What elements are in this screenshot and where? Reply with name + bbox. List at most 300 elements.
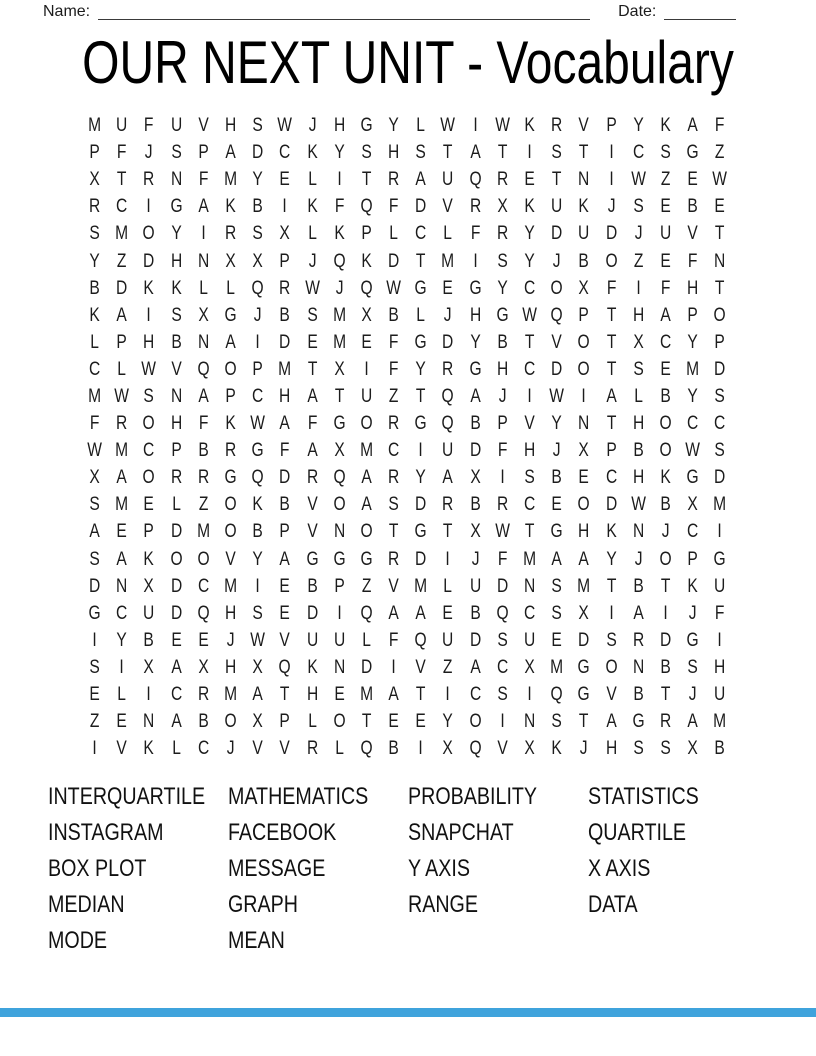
grid-letter: Q — [360, 196, 373, 218]
grid-letter: B — [279, 304, 291, 326]
grid-letter: D — [252, 142, 264, 164]
grid-letter: G — [577, 656, 591, 678]
grid-letter: U — [714, 684, 726, 706]
grid-letter: A — [361, 467, 372, 489]
grid-letter: U — [306, 629, 318, 651]
grid-letter: Y — [442, 711, 454, 733]
grid-letter: T — [361, 711, 372, 733]
grid-letter: J — [308, 115, 316, 137]
grid-letter: H — [714, 656, 726, 678]
grid-letter: U — [551, 196, 563, 218]
word-list-item: MESSAGE — [228, 855, 326, 882]
grid-letter: I — [663, 602, 668, 624]
grid-letter: X — [252, 250, 263, 272]
word-list-item: QUARTILE — [588, 819, 687, 846]
grid-letter: M — [713, 494, 727, 516]
grid-letter: I — [146, 684, 152, 706]
grid-letter: C — [523, 277, 536, 299]
grid-letter: D — [469, 440, 481, 462]
grid-letter: X — [89, 467, 100, 489]
grid-letter: U — [442, 169, 454, 191]
grid-letter: U — [578, 223, 590, 245]
grid-letter: V — [687, 223, 698, 245]
grid-letter: K — [225, 196, 236, 218]
grid-letter: C — [116, 602, 128, 624]
grid-letter: P — [334, 575, 345, 597]
grid-letter: L — [307, 169, 317, 191]
grid-letter: N — [632, 656, 644, 678]
word-grid — [81, 112, 734, 762]
grid-letter: K — [361, 250, 372, 272]
grid-letter: V — [225, 548, 236, 570]
grid-letter: I — [473, 250, 478, 272]
grid-letter: C — [632, 142, 644, 164]
grid-letter: P — [497, 413, 508, 435]
grid-letter: B — [252, 196, 263, 218]
grid-letter: F — [497, 548, 508, 570]
grid-letter: K — [578, 196, 590, 218]
grid-letter: H — [496, 358, 509, 380]
grid-letter: X — [524, 656, 535, 678]
grid-letter: K — [306, 196, 318, 218]
grid-letter: D — [415, 196, 427, 218]
grid-letter: D — [659, 629, 672, 651]
grid-letter: M — [359, 684, 373, 706]
grid-letter: A — [687, 711, 698, 733]
grid-letter: X — [143, 656, 155, 678]
grid-letter: N — [578, 413, 590, 435]
grid-letter: X — [225, 250, 236, 272]
grid-letter: R — [116, 413, 128, 435]
grid-letter: S — [306, 304, 318, 326]
grid-letter: O — [469, 711, 482, 733]
grid-letter: E — [714, 196, 726, 218]
grid-letter: M — [115, 440, 129, 462]
grid-letter: B — [388, 738, 399, 760]
grid-letter: E — [334, 684, 345, 706]
grid-letter: B — [687, 196, 698, 218]
grid-letter: C — [279, 142, 291, 164]
grid-letter: D — [360, 656, 373, 678]
grid-letter: V — [306, 521, 318, 543]
grid-letter: Y — [388, 115, 399, 137]
grid-letter: S — [605, 629, 617, 651]
grid-letter: O — [142, 413, 156, 435]
grid-letter: O — [360, 413, 373, 435]
grid-letter: D — [605, 223, 617, 245]
grid-letter: S — [89, 494, 100, 516]
grid-letter: I — [608, 169, 614, 191]
grid-letter: O — [659, 413, 672, 435]
grid-letter: B — [306, 575, 318, 597]
grid-letter: A — [660, 304, 671, 326]
grid-letter: I — [391, 656, 396, 678]
word-list-item: FACEBOOK — [228, 819, 337, 846]
grid-letter: M — [115, 494, 129, 516]
grid-letter: A — [170, 656, 182, 678]
grid-letter: K — [334, 223, 345, 245]
grid-letter: D — [306, 602, 318, 624]
grid-letter: G — [224, 467, 237, 489]
grid-letter: O — [142, 223, 156, 245]
grid-letter: V — [524, 413, 535, 435]
grid-letter: K — [89, 304, 100, 326]
grid-letter: X — [334, 440, 345, 462]
grid-letter: X — [252, 656, 263, 678]
grid-letter: E — [388, 711, 399, 733]
grid-letter: H — [523, 440, 536, 462]
grid-letter: C — [523, 602, 536, 624]
grid-letter: G — [469, 277, 482, 299]
grid-letter: D — [551, 358, 563, 380]
grid-letter: K — [524, 196, 535, 218]
grid-letter: X — [470, 467, 481, 489]
grid-letter: U — [360, 385, 373, 407]
grid-letter: R — [469, 196, 481, 218]
grid-letter: S — [252, 223, 263, 245]
grid-letter: R — [496, 494, 509, 516]
grid-letter: R — [442, 358, 454, 380]
grid-letter: R — [197, 467, 209, 489]
grid-letter: A — [605, 385, 617, 407]
grid-letter: S — [170, 142, 182, 164]
grid-letter: N — [116, 575, 128, 597]
word-list-column — [408, 779, 588, 959]
grid-letter: M — [713, 711, 727, 733]
grid-letter: A — [551, 548, 562, 570]
grid-letter: B — [170, 331, 182, 353]
grid-letter: G — [713, 548, 726, 570]
grid-letter: Q — [550, 684, 563, 706]
grid-letter: Q — [197, 358, 210, 380]
grid-letter: S — [660, 142, 671, 164]
grid-letter: B — [279, 494, 291, 516]
grid-letter: V — [306, 494, 318, 516]
grid-letter: O — [224, 521, 237, 543]
grid-letter: W — [277, 115, 293, 137]
grid-letter: F — [280, 440, 290, 462]
grid-letter: K — [524, 115, 535, 137]
grid-letter: C — [170, 684, 182, 706]
grid-letter: Z — [89, 711, 100, 733]
grid-letter: K — [225, 413, 236, 435]
grid-letter: M — [88, 115, 102, 137]
grid-letter: X — [143, 575, 155, 597]
grid-letter: E — [578, 467, 590, 489]
grid-letter: F — [89, 413, 100, 435]
grid-letter: T — [497, 142, 508, 164]
grid-letter: I — [636, 277, 641, 299]
grid-letter: R — [551, 115, 563, 137]
grid-letter: S — [714, 385, 726, 407]
grid-letter: L — [443, 575, 453, 597]
grid-letter: D — [578, 629, 590, 651]
grid-letter: N — [523, 575, 536, 597]
grid-letter: O — [224, 711, 237, 733]
word-list-item: SNAPCHAT — [408, 819, 514, 846]
grid-letter: A — [279, 413, 291, 435]
grid-letter: L — [416, 304, 426, 326]
grid-letter: F — [388, 196, 399, 218]
grid-letter: I — [337, 169, 342, 191]
grid-letter: P — [361, 223, 372, 245]
grid-letter: O — [333, 711, 346, 733]
grid-letter: J — [226, 738, 235, 760]
grid-letter: A — [442, 467, 454, 489]
grid-letter: W — [685, 440, 701, 462]
grid-letter: R — [388, 169, 400, 191]
grid-letter: T — [388, 521, 399, 543]
grid-letter: B — [660, 385, 671, 407]
grid-letter: Q — [496, 602, 509, 624]
word-list-item: MATHEMATICS — [228, 783, 369, 810]
header — [43, 3, 740, 21]
grid-letter: G — [251, 440, 264, 462]
grid-letter: U — [523, 629, 536, 651]
word-list-item: PROBABILITY — [408, 783, 538, 810]
grid-letter: B — [198, 440, 209, 462]
grid-letter: K — [687, 575, 698, 597]
grid-letter: H — [143, 331, 155, 353]
grid-letter: T — [117, 169, 127, 191]
grid-letter: X — [578, 277, 590, 299]
grid-letter: T — [606, 575, 616, 597]
word-list-item: STATISTICS — [588, 783, 699, 810]
grid-letter: M — [332, 304, 346, 326]
word-list-item: X AXIS — [588, 855, 651, 882]
grid-letter: H — [306, 684, 318, 706]
grid-letter: I — [92, 738, 97, 760]
grid-letter: Z — [443, 656, 453, 678]
grid-letter: K — [252, 494, 263, 516]
grid-letter: P — [605, 440, 617, 462]
grid-letter: S — [497, 250, 508, 272]
grid-letter: N — [143, 711, 155, 733]
grid-letter: X — [198, 656, 209, 678]
grid-letter: S — [551, 602, 562, 624]
grid-letter: Y — [334, 142, 345, 164]
grid-letter: A — [388, 602, 399, 624]
grid-letter: J — [688, 684, 697, 706]
grid-letter: N — [523, 711, 536, 733]
grid-letter: A — [116, 467, 127, 489]
grid-letter: H — [605, 738, 617, 760]
grid-letter: X — [198, 304, 209, 326]
grid-letter: K — [143, 738, 155, 760]
grid-letter: C — [116, 196, 128, 218]
grid-letter: Q — [278, 656, 291, 678]
grid-letter: W — [114, 385, 130, 407]
grid-letter: C — [143, 440, 155, 462]
grid-letter: B — [660, 494, 671, 516]
grid-letter: W — [712, 169, 728, 191]
grid-letter: H — [170, 413, 182, 435]
grid-letter: Y — [170, 223, 182, 245]
grid-letter: S — [252, 602, 263, 624]
grid-letter: C — [388, 440, 400, 462]
grid-letter: O — [333, 494, 346, 516]
grid-letter: H — [170, 250, 182, 272]
word-list-item: Y AXIS — [408, 855, 470, 882]
grid-letter: B — [470, 413, 481, 435]
grid-letter: W — [440, 115, 456, 137]
grid-letter: N — [197, 331, 209, 353]
grid-letter: H — [469, 304, 481, 326]
grid-letter: X — [687, 738, 698, 760]
word-list-item: BOX PLOT — [48, 855, 147, 882]
grid-letter: V — [198, 115, 209, 137]
grid-letter: J — [226, 629, 235, 651]
grid-letter: S — [361, 142, 372, 164]
grid-letter: Y — [524, 223, 535, 245]
grid-letter: T — [443, 142, 453, 164]
grid-letter: E — [442, 277, 454, 299]
grid-letter: D — [714, 467, 726, 489]
grid-letter: W — [630, 169, 646, 191]
grid-letter: G — [686, 629, 699, 651]
grid-letter: G — [414, 331, 427, 353]
grid-letter: I — [527, 142, 532, 164]
grid-letter: R — [143, 169, 155, 191]
grid-letter: Q — [550, 304, 563, 326]
grid-letter: L — [416, 115, 426, 137]
grid-letter: C — [252, 385, 264, 407]
grid-letter: E — [361, 331, 372, 353]
grid-letter: A — [605, 711, 617, 733]
grid-letter: P — [605, 115, 617, 137]
word-list-item: DATA — [588, 891, 638, 918]
grid-letter: D — [170, 575, 182, 597]
grid-letter: L — [90, 331, 99, 353]
word-list-item: INTERQUARTILE — [48, 783, 206, 810]
grid-letter: D — [469, 629, 481, 651]
word-list-column — [48, 779, 228, 959]
grid-letter: P — [89, 142, 100, 164]
grid-letter: S — [252, 115, 263, 137]
word-list — [48, 779, 788, 959]
footer-accent-bar — [0, 1008, 816, 1017]
grid-letter: S — [687, 656, 698, 678]
grid-letter: A — [170, 711, 182, 733]
grid-letter: C — [714, 413, 726, 435]
grid-letter: O — [360, 521, 373, 543]
grid-letter: X — [279, 223, 291, 245]
grid-letter: Q — [360, 277, 373, 299]
grid-letter: R — [442, 494, 454, 516]
grid-letter: F — [198, 169, 209, 191]
grid-letter: S — [714, 440, 726, 462]
grid-letter: Y — [116, 629, 127, 651]
grid-letter: T — [416, 250, 426, 272]
grid-letter: I — [581, 385, 587, 407]
grid-letter: Y — [605, 548, 617, 570]
grid-letter: W — [386, 277, 402, 299]
grid-letter: L — [389, 223, 398, 245]
grid-letter: J — [634, 223, 643, 245]
grid-letter: R — [88, 196, 101, 218]
grid-letter: X — [497, 196, 508, 218]
grid-letter: L — [199, 277, 208, 299]
grid-letter: X — [334, 358, 345, 380]
grid-letter: I — [364, 358, 369, 380]
grid-letter: K — [660, 115, 671, 137]
grid-letter: R — [224, 223, 237, 245]
grid-letter: B — [388, 304, 399, 326]
grid-letter: D — [415, 548, 427, 570]
grid-letter: J — [444, 304, 452, 326]
grid-letter: E — [306, 331, 318, 353]
grid-letter: L — [226, 277, 235, 299]
grid-letter: F — [334, 196, 345, 218]
grid-letter: N — [578, 169, 590, 191]
grid-letter: Z — [715, 142, 725, 164]
grid-letter: O — [550, 277, 563, 299]
grid-letter: A — [306, 385, 318, 407]
grid-letter: Y — [687, 385, 698, 407]
word-list-item: MODE — [48, 927, 108, 954]
grid-letter: A — [415, 602, 427, 624]
grid-letter: U — [333, 629, 345, 651]
grid-letter: L — [171, 494, 181, 516]
grid-letter: J — [552, 440, 561, 462]
grid-letter: G — [88, 602, 101, 624]
grid-letter: P — [687, 304, 698, 326]
grid-letter: I — [119, 656, 124, 678]
grid-letter: A — [116, 548, 127, 570]
grid-letter: S — [415, 142, 427, 164]
grid-letter: T — [552, 169, 562, 191]
grid-letter: Q — [333, 250, 346, 272]
grid-letter: L — [307, 223, 317, 245]
grid-letter: E — [442, 602, 454, 624]
grid-letter: S — [388, 494, 399, 516]
grid-letter: U — [714, 575, 726, 597]
grid-letter: T — [416, 684, 426, 706]
grid-letter: G — [414, 521, 427, 543]
grid-letter: L — [443, 223, 453, 245]
grid-letter: D — [714, 358, 726, 380]
grid-letter: R — [388, 467, 400, 489]
grid-letter: D — [170, 602, 182, 624]
word-list-column — [228, 779, 408, 959]
grid-letter: W — [250, 413, 266, 435]
grid-letter: J — [661, 521, 670, 543]
grid-letter: G — [360, 548, 373, 570]
grid-letter: W — [495, 115, 510, 137]
grid-letter: A — [225, 142, 236, 164]
grid-letter: M — [414, 575, 428, 597]
grid-letter: U — [116, 115, 128, 137]
grid-letter: F — [715, 602, 725, 624]
grid-letter: L — [334, 738, 344, 760]
grid-letter: H — [632, 467, 644, 489]
grid-letter: J — [688, 602, 697, 624]
grid-letter: Y — [497, 277, 508, 299]
grid-letter: F — [660, 277, 671, 299]
grid-letter: P — [170, 440, 182, 462]
grid-letter: A — [279, 548, 291, 570]
grid-letter: E — [279, 575, 291, 597]
grid-letter: O — [577, 358, 591, 380]
grid-letter: S — [89, 223, 100, 245]
grid-letter: C — [197, 738, 209, 760]
grid-letter: H — [388, 142, 400, 164]
grid-letter: W — [87, 440, 102, 462]
grid-letter: A — [578, 548, 590, 570]
grid-letter: A — [225, 331, 236, 353]
grid-letter: F — [388, 629, 399, 651]
grid-letter: O — [224, 358, 237, 380]
